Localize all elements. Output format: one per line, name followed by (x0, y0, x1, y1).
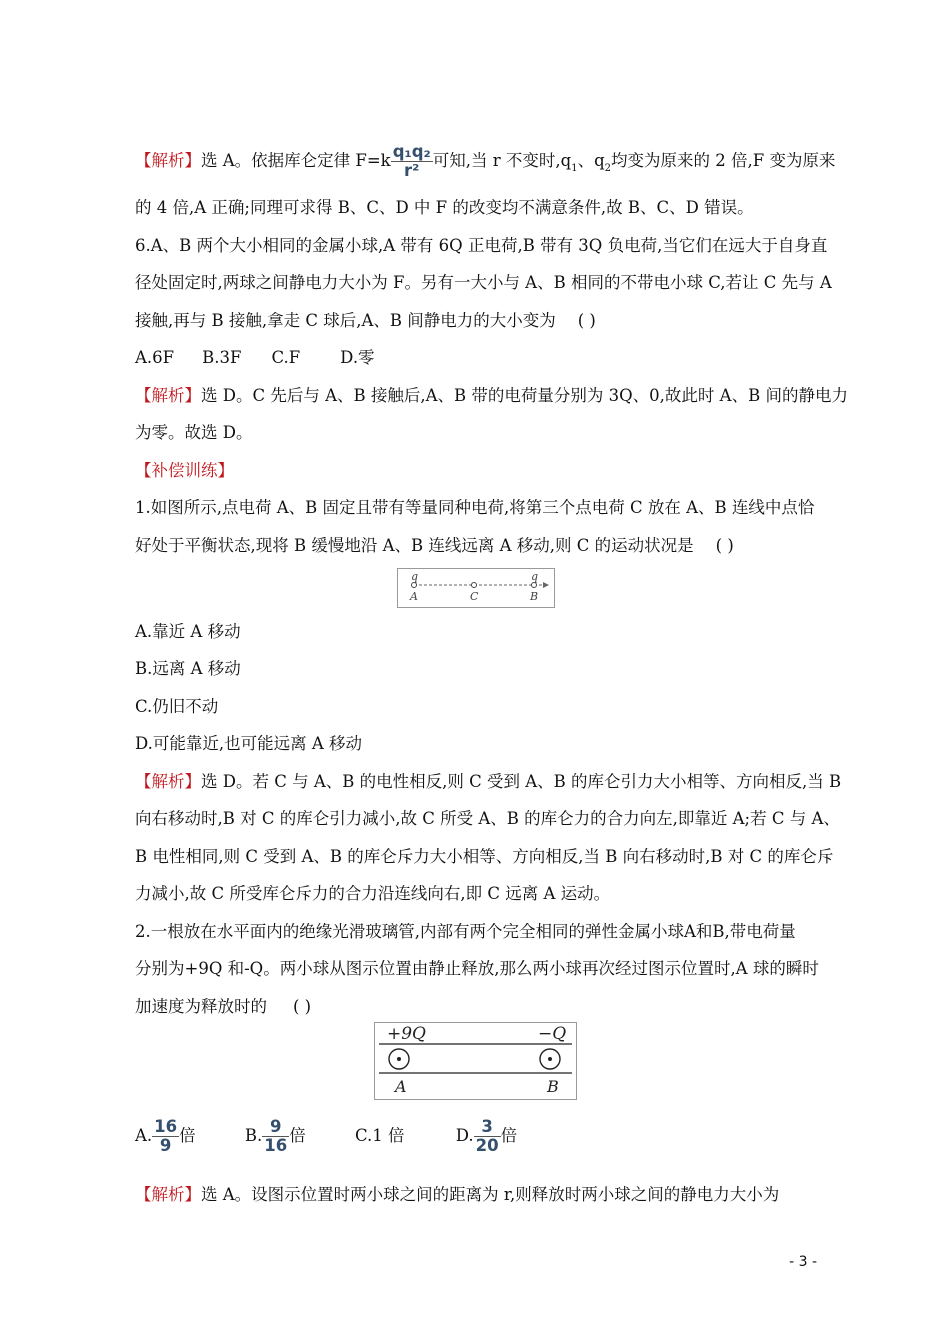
label-b: B (530, 590, 539, 603)
b1-diagram (398, 569, 554, 607)
label-charge-b: −Q (538, 1024, 567, 1044)
b2-option-d: D. $\frac{3}{20}$ 倍 (455, 1117, 518, 1155)
b1-option-a: A.靠近 A 移动 (135, 622, 241, 641)
b2-line-2: 分别为+9Q 和-Q。两小球从图示位置由静止释放,那么两小球再次经过图示位置时,A 球的瞬时 (135, 959, 819, 978)
b1-analysis-line-2: 向右移动时,B 对 C 的库仑引力减小,故 C 所受 A、B 的库仑力的合力向左,即靠近 A;若 C 与 A、 (135, 809, 840, 828)
q6-option-a: A.6F (135, 348, 175, 367)
charge-a (412, 583, 417, 588)
label-qb: q (531, 570, 539, 583)
q6-options (135, 348, 375, 368)
q6-line-1: 6.A、B 两个大小相同的金属小球,A 带有 6Q 正电荷,B 带有 3Q 负电荷,当它们在远大于自身直 (135, 236, 828, 255)
b1-analysis-line-3: B 电性相同,则 C 受到 A、B 的库仑斥力大小相等、方向相反,当 B 向右移动时,B 对 C 的库仑斥 (135, 847, 834, 866)
b1-line-1: 1.如图所示,点电荷 A、B 固定且带有等量同种电荷,将第三个点电荷 C 放在 A、B 连线中点恰 (135, 498, 815, 517)
q6-option-c: C.F (271, 348, 301, 367)
page-number: - 3 - (789, 1254, 817, 1270)
q6-line-2: 径处固定时,两球之间静电力大小为 F。另有一大小与 A、B 相同的不带电小球 C,若让 C 先与 A (135, 273, 832, 292)
b2-option-c: C.1 倍 (354, 1126, 405, 1145)
b1-analysis-line-1: 【解析】选 D。若 C 与 A、B 的电性相反,则 C 受到 A、B 的库仑引力大小相等、方向相反,当 B (135, 772, 842, 791)
b2-line-1: 2.一根放在水平面内的绝缘光滑玻璃管,内部有两个完全相同的弹性金属小球A和B,带电荷量 (135, 922, 796, 941)
label-a: A (395, 1077, 407, 1096)
analysis-tag: 【解析】 (135, 151, 201, 170)
b1-line-2: 好处于平衡状态,现将 B 缓慢地沿 A、B 连线远离 A 移动,则 C 的运动状况是 ( ) (135, 536, 734, 555)
b2-diagram (375, 1023, 576, 1099)
q6-option-d: D.零 (340, 348, 375, 367)
analysis-5-line-1: 【解析】选 A。依据库仑定律 F=k $\frac{\text{q₁q₂}}{\text{r²}}$ 可知,当 r 不变时$,q_1$、$q_2$均变为原来的 2 倍,F 变为原来 (135, 142, 836, 180)
coulomb-fraction: $\frac{\text{q₁q₂}}{\text{r²}}$ (392, 142, 431, 180)
b1-option-d: D.可能靠近,也可能远离 A 移动 (135, 734, 363, 753)
compensation-training-heading: 【补偿训练】 (135, 461, 234, 480)
label-b: B (547, 1077, 559, 1096)
b1-option-c: C.仍旧不动 (135, 697, 219, 716)
label-a: A (410, 590, 418, 603)
q6-line-3: 接触,再与 B 接触,拿走 C 球后,A、B 间静电力的大小变为 ( ) (135, 311, 596, 330)
b1-option-b: B.远离 A 移动 (135, 659, 241, 678)
b2-options (135, 1118, 517, 1155)
q6-option-b: B.3F (202, 348, 242, 367)
q6-analysis-line-1: 【解析】选 D。C 先后与 A、B 接触后,A、B 带的电荷量分别为 3Q、0,故此时 A、B 间的静电力 (135, 386, 848, 405)
b2-option-b: B. $\frac{9}{16}$ 倍 (244, 1117, 306, 1155)
b2-option-a: A. $\frac{16}{9}$ 倍 (135, 1117, 196, 1155)
charge-b (532, 583, 537, 588)
label-c: C (470, 590, 479, 603)
b1-analysis-line-4: 力减小,故 C 所受库仑斥力的合力沿连线向右,即 C 远离 A 运动。 (135, 884, 611, 903)
analysis-5-line-2: 的 4 倍,A 正确;同理可求得 B、C、D 中 F 的改变均不满意条件,故 B、C、D 错误。 (135, 198, 754, 217)
q6-analysis-line-2: 为零。故选 D。 (135, 423, 253, 442)
b2-analysis-line-1: 【解析】选 A。设图示位置时两小球之间的距离为 r,则释放时两小球之间的静电力大小为 (135, 1185, 780, 1204)
b2-line-3: 加速度为释放时的 ( ) (135, 997, 312, 1016)
label-qa: q (411, 570, 419, 583)
b2-figure (374, 1022, 577, 1100)
label-charge-a: +9Q (387, 1024, 426, 1044)
charge-c (472, 583, 477, 588)
b1-figure (397, 568, 555, 608)
